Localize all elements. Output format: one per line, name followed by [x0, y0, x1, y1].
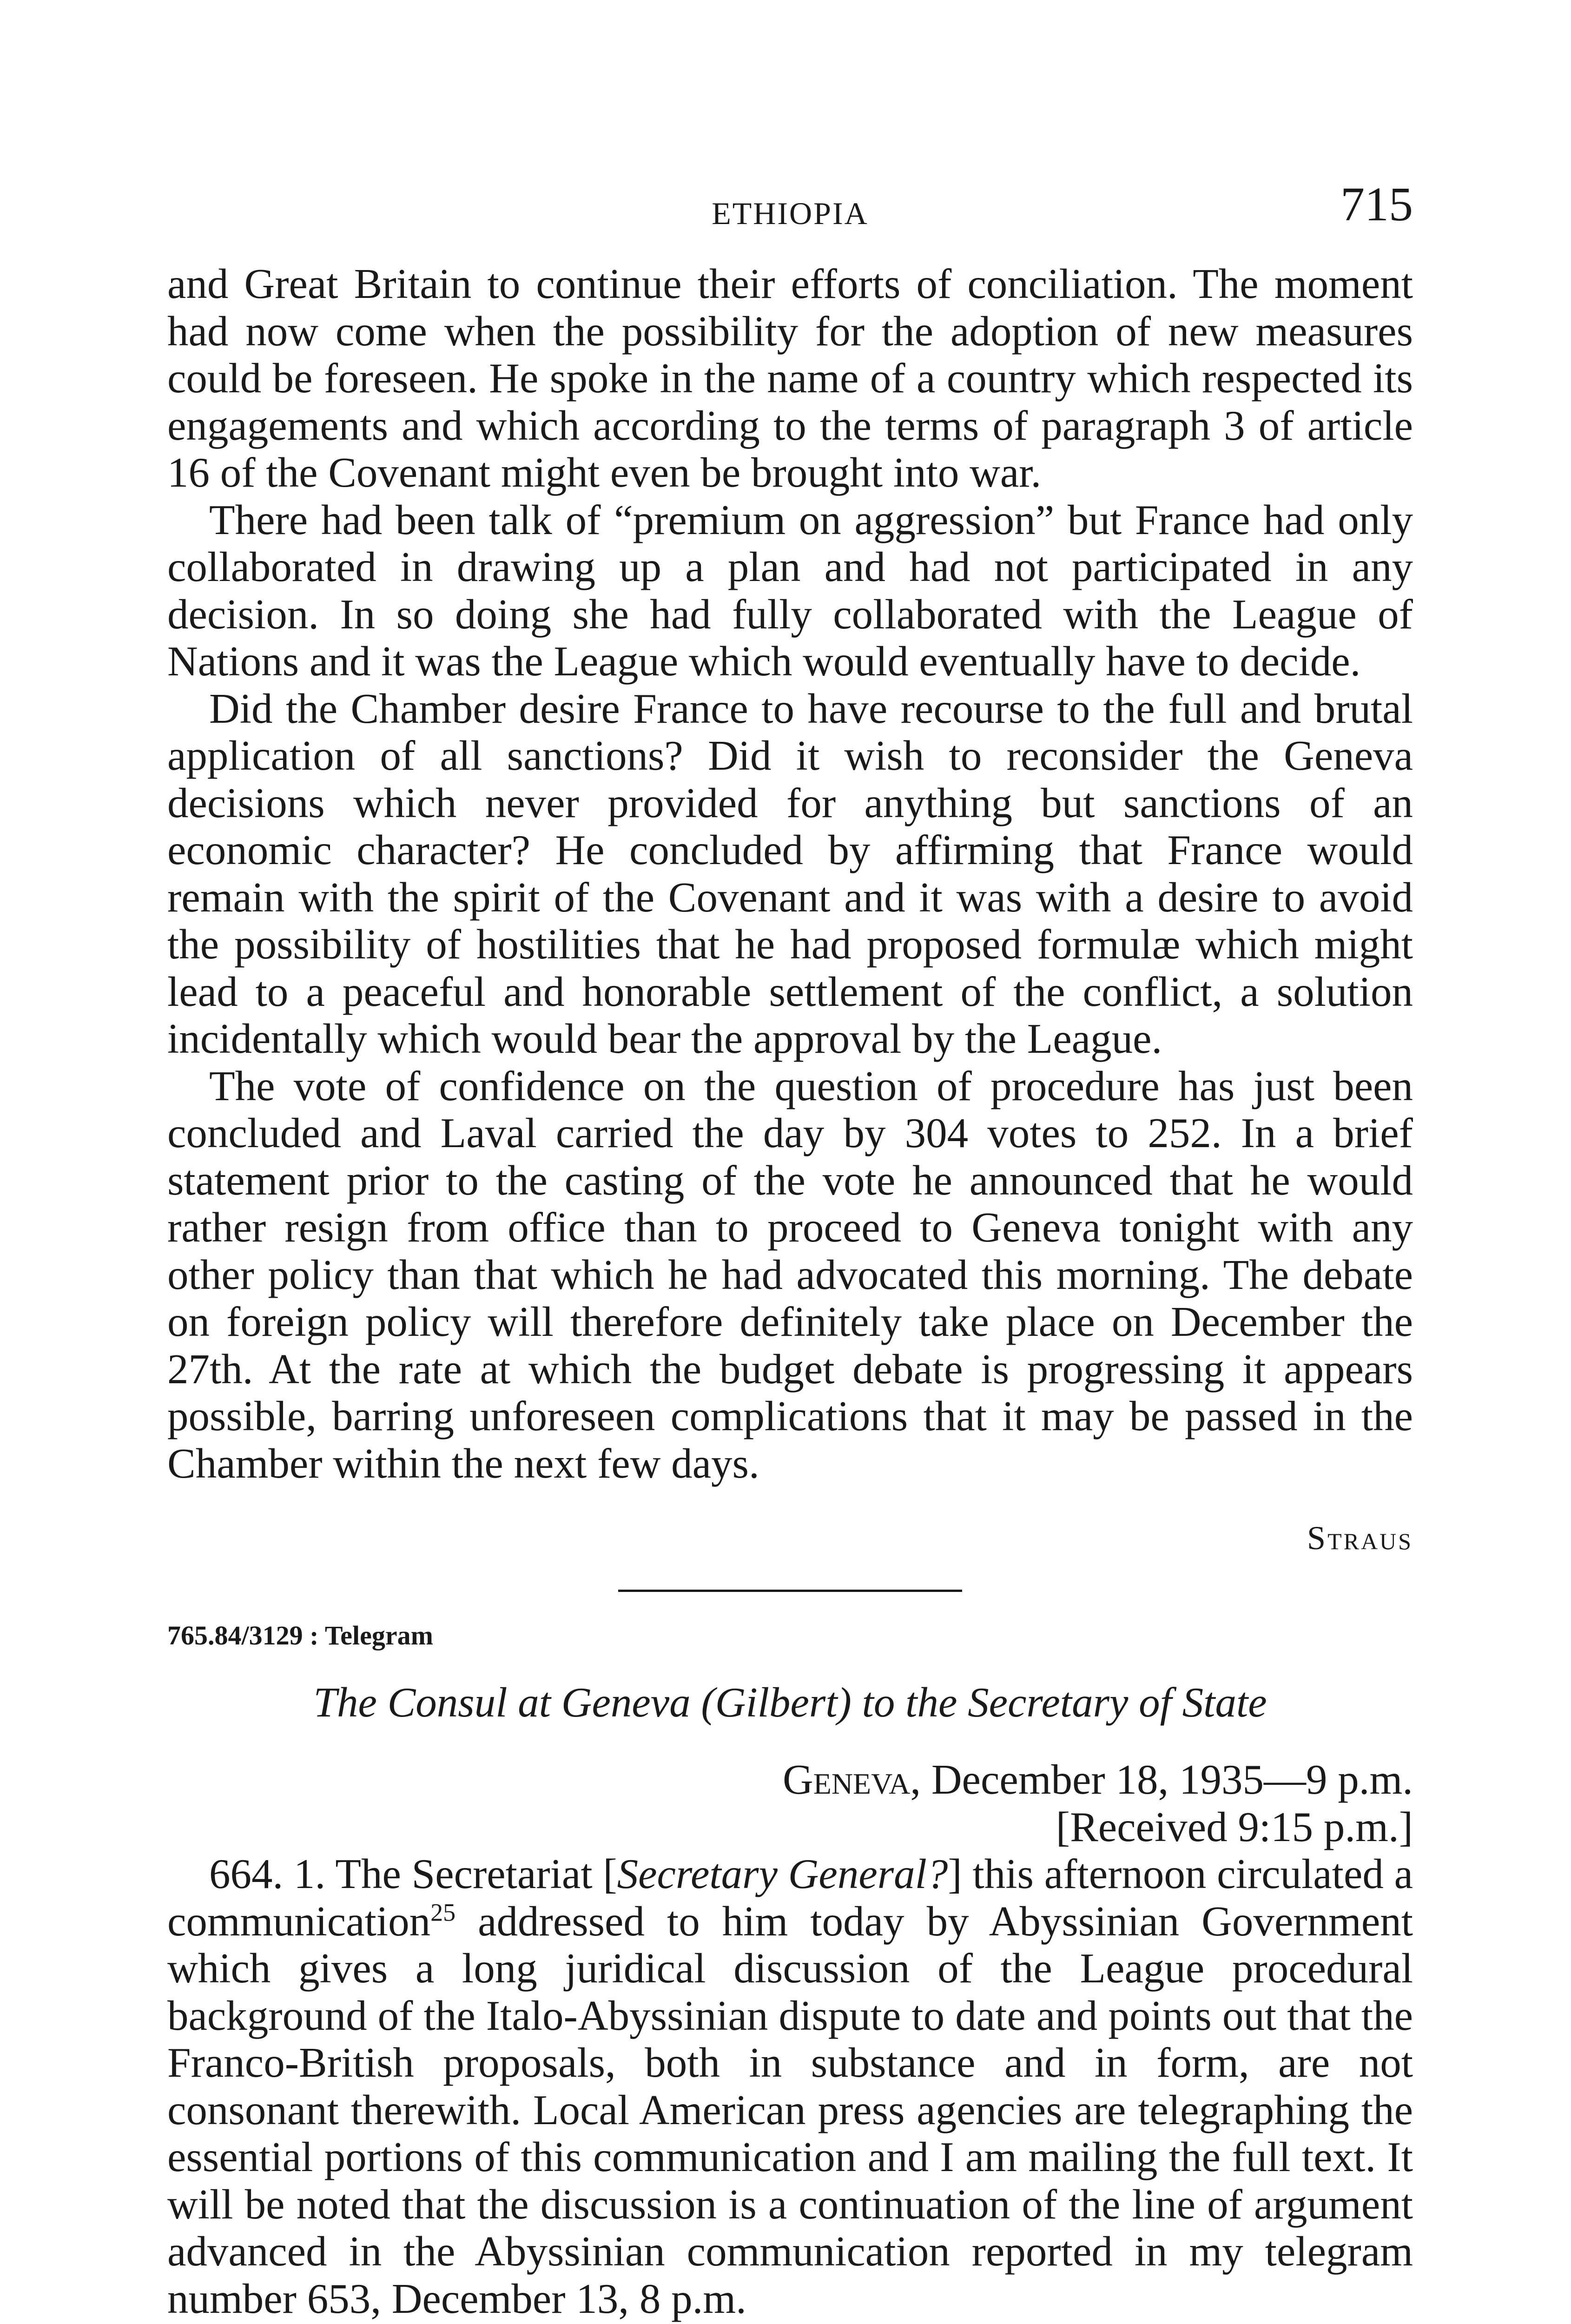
running-head: ETHIOPIA: [712, 196, 869, 231]
paragraph-4: The vote of confidence on the question of procedure has just been concluded and Laval carried the day by 304 votes to 252. In a brief statement prior to the casting of the vote he announced that he would rather resign from office than to proceed to Geneva tonight with any other policy than that which he had advocated this morning. The debate on foreign policy will therefore definitely take place on December the 27th. At the rate at which the budget debate is progressing it appears possible, barring unforeseen complications that it may be passed in the Chamber within the next few days.: [167, 1062, 1413, 1487]
dateline-date: , December 18, 1935—9 p.m.: [910, 1756, 1413, 1803]
telegram-body: [167, 1850, 1413, 2322]
telegram-body-mid: ] this afternoon circulated a communication: [167, 1850, 1413, 1945]
document-title: The Consul at Geneva (Gilbert) to the Secretary of State: [313, 1679, 1267, 1726]
dateline-place: Geneva: [783, 1756, 911, 1803]
file-number: 765.84/3129 : Telegram: [167, 1620, 433, 1651]
page-header: [167, 177, 1413, 242]
dateline: [167, 1756, 1413, 1803]
body-text: [167, 260, 1413, 2324]
telegram-body-end: addressed to him today by Abyssinian Government which gives a long juridical discussion of the League procedural background of the Italo-Abyssinian dispute to date and points out that the Franco-British proposals, both in substance and in form, are not consonant therewith. Local American press agencies are telegraphing the essential portions of this communication and I am mailing the full text. It will be noted that the discussion is a continuation of the line of argument advanced in the Abyssinian communication reported in my telegram number 653, December 13, 8 p.m.: [167, 1897, 1413, 2322]
footnote-reference: 25: [430, 1898, 456, 1927]
paragraph-3: Did the Chamber desire France to have recourse to the full and brutal application of all sanctions? Did it wish to reconsider the Geneva decisions which never provided for anything but sanctions of an economic character? He concluded by affirming that France would remain with the spirit of the Covenant and it was with a desire to avoid the possibility of hostilities that he had proposed formulæ which might lead to a peaceful and honorable settlement of the conflict, a solution incidentally which would bear the approval by the League.: [167, 685, 1413, 1062]
telegram-body-italic: Secretary General?: [617, 1850, 948, 1897]
document-page: [167, 0, 1413, 2324]
received-line: [Received 9:15 p.m.]: [1056, 1803, 1413, 1850]
paragraph-2: There had been talk of “premium on aggression” but France had only collaborated in drawing up a plan and had not participated in any decision. In so doing she had fully collaborated with the League of Nations and it was the League which would eventually have to decide.: [167, 496, 1413, 685]
section-divider: [618, 1590, 962, 1592]
page-number: 715: [1340, 178, 1413, 231]
paragraph-continued: and Great Britain to continue their efforts of conciliation. The moment had now come when the possibility for the adoption of new measures could be foreseen. He spoke in the name of a country which respected its engagements and which according to the terms of paragraph 3 of article 16 of the Covenant might even be brought into war.: [167, 260, 1413, 496]
signature-straus: Straus: [1307, 1519, 1413, 1557]
telegram-body-start: 664. 1. The Secretariat [: [209, 1850, 617, 1897]
